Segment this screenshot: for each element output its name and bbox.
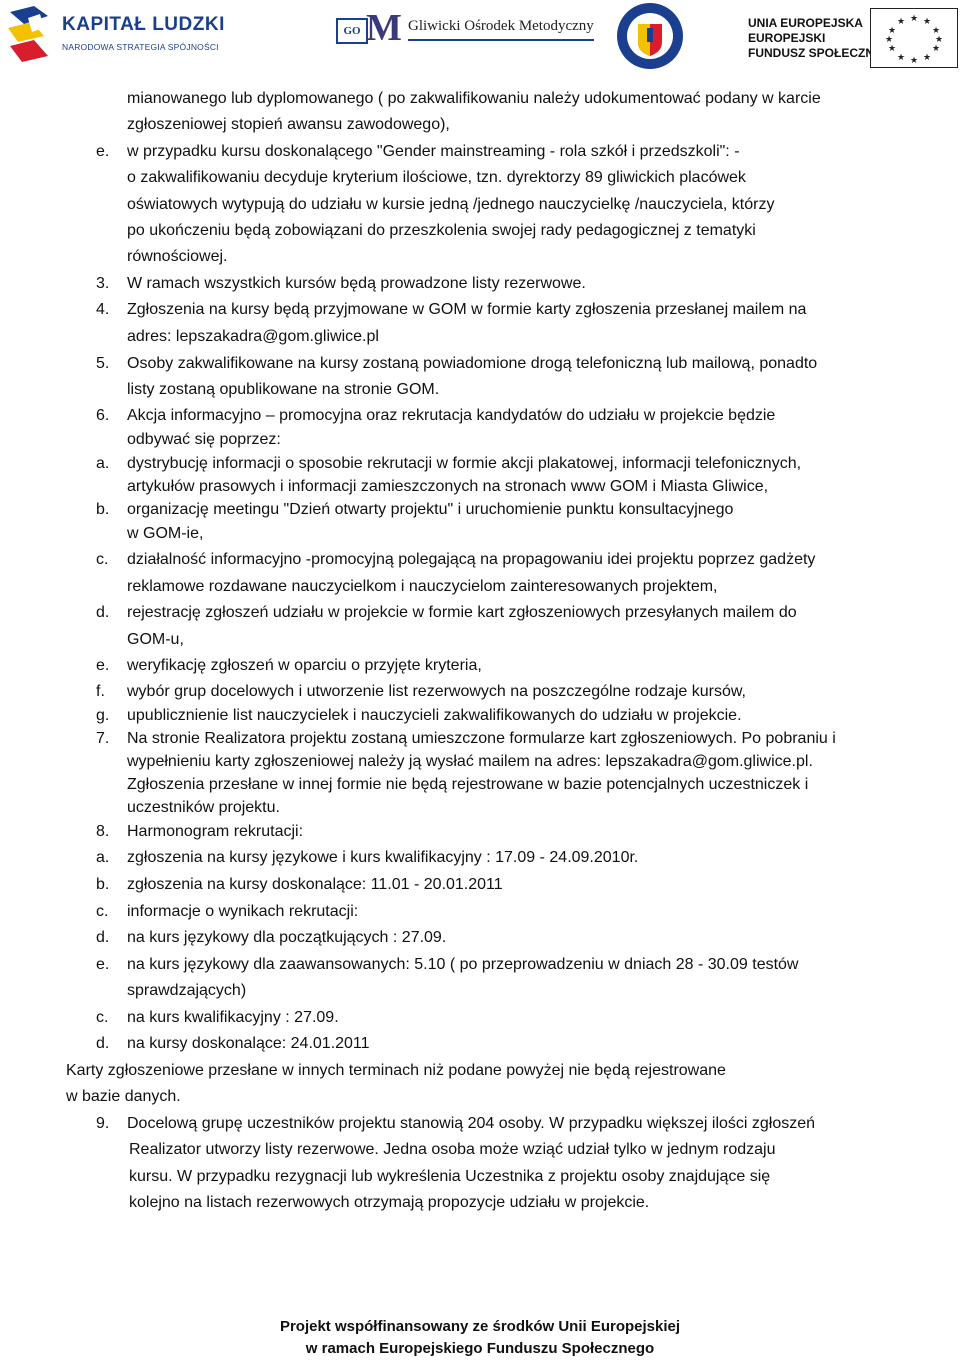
line-text: listy zostaną opublikowane na stronie GOM.	[127, 381, 440, 398]
line-text: odbywać się poprzez:	[127, 431, 281, 448]
line-text: GOM-u,	[127, 631, 184, 648]
svg-text:★: ★	[922, 52, 932, 62]
line-text: po ukończeniu będą zobowiązani do przeszkolenia swojej rady pedagogicznej z tematyki	[127, 222, 756, 239]
list-marker: b.	[96, 876, 110, 893]
list-marker: f.	[96, 683, 105, 700]
list-marker: c.	[96, 551, 109, 568]
list-marker: e.	[96, 657, 110, 674]
list-marker: 4.	[96, 301, 110, 318]
line-text: Zgłoszenia przesłane w innej formie nie będą rejestrowane w bazie potencjalnych uczestniczek i	[127, 776, 809, 793]
line-text: Osoby zakwalifikowane na kursy zostaną powiadomione drogą telefoniczną lub mailową, ponadto	[127, 355, 818, 372]
svg-text:★: ★	[887, 25, 897, 35]
svg-text:★: ★	[931, 43, 941, 53]
line-text: na kursy doskonalące: 24.01.2011	[127, 1035, 370, 1052]
line-text: mianowanego lub dyplomowanego ( po zakwalifikowaniu należy udokumentować podany w karcie	[127, 90, 821, 107]
svg-text:★: ★	[934, 34, 944, 44]
gom-logo-name: Gliwicki Ośrodek Metodyczny	[408, 18, 594, 41]
line-text: w przypadku kursu doskonalącego "Gender mainstreaming - rola szkół i przedszkoli": -	[127, 143, 740, 160]
line-text: informacje o wynikach rekrutacji:	[127, 903, 359, 920]
eu-logo-line3: FUNDUSZ SPOŁECZNY	[748, 46, 883, 60]
list-marker: 5.	[96, 355, 110, 372]
list-marker: a.	[96, 849, 110, 866]
line-text: działalność informacyjno -promocyjną polegającą na propagowaniu idei projektu poprzez gadżety	[127, 551, 816, 568]
eu-logo-line1: UNIA EUROPEJSKA	[748, 16, 863, 30]
footer-line2: w ramach Europejskiego Funduszu Społecznego	[305, 1340, 655, 1357]
list-marker: e.	[96, 956, 110, 973]
line-text: organizację meetingu "Dzień otwarty projektu" i uruchomienie punktu konsultacyjnego	[127, 501, 734, 518]
list-marker: e.	[96, 143, 110, 160]
list-marker: 9.	[96, 1115, 110, 1132]
list-marker: d.	[96, 1035, 110, 1052]
eu-logo-line2: EUROPEJSKI	[748, 31, 826, 45]
line-text: w bazie danych.	[66, 1088, 181, 1105]
list-marker: g.	[96, 707, 110, 724]
line-text: sprawdzających)	[127, 982, 247, 999]
svg-text:★: ★	[909, 55, 919, 65]
list-marker: 8.	[96, 823, 110, 840]
line-text: zgłoszenia na kursy doskonalące: 11.01 - 20.01.2011	[127, 876, 503, 893]
line-text: reklamowe rozdawane nauczycielkom i nauczycielom zainteresowanych projektem,	[127, 578, 718, 595]
gom-logo-box: GO	[336, 18, 368, 44]
line-text: na kurs kwalifikacyjny : 27.09.	[127, 1009, 339, 1026]
svg-text:★: ★	[896, 52, 906, 62]
svg-text:★: ★	[931, 25, 941, 35]
line-text: weryfikację zgłoszeń w oparciu o przyjęte kryteria,	[127, 657, 482, 674]
list-marker: a.	[96, 455, 110, 472]
kapital-ludzki-title: KAPITAŁ LUDZKI	[62, 14, 225, 35]
line-text: artykułów prasowych i informacji zamieszczonych na stronach www GOM i Miasta Gliwice,	[127, 478, 769, 495]
page-footer	[0, 1316, 960, 1360]
line-text: zgłoszeniowej stopień awansu zawodowego),	[127, 116, 450, 133]
list-marker: d.	[96, 929, 110, 946]
line-text: adres: lepszakadra@gom.gliwice.pl	[127, 328, 379, 345]
svg-text:★: ★	[887, 43, 897, 53]
line-text: Zgłoszenia na kursy będą przyjmowane w GOM w formie karty zgłoszenia przesłanej mailem na	[127, 301, 807, 318]
line-text: Docelową grupę uczestników projektu stanowią 204 osoby. W przypadku większej ilości zgłoszeń	[127, 1115, 816, 1132]
svg-text:★: ★	[909, 13, 919, 23]
kapital-ludzki-subtitle: NARODOWA STRATEGIA SPÓJNOŚCI	[62, 42, 219, 52]
line-text: równościowej.	[127, 248, 228, 265]
line-text: kursu. W przypadku rezygnacji lub wykreślenia Uczestnika z projektu osoby znajdujące się	[129, 1168, 771, 1185]
line-text: Akcja informacyjno – promocyjna oraz rekrutacja kandydatów do udziału w projekcie będzie	[127, 407, 776, 424]
line-text: wypełnieniu karty zgłoszeniowej należy ją wysłać mailem na adres: lepszakadra@gom.gliwice.pl.	[127, 753, 813, 770]
line-text: oświatowych wytypują do udziału w kursie jedną /jednego nauczycielkę /nauczyciela, którzy	[127, 196, 775, 213]
line-text: uczestników projektu.	[127, 799, 280, 816]
line-text: o zakwalifikowaniu decyduje kryterium ilościowe, tzn. dyrektorzy 89 gliwickich placówek	[127, 169, 746, 186]
line-text: rejestrację zgłoszeń udziału w projekcie w formie kart zgłoszeniowych przesyłanych mailem do	[127, 604, 797, 621]
footer-line1: Projekt współfinansowany ze środków Unii Europejskiej	[279, 1318, 681, 1335]
line-text: na kurs językowy dla początkujących : 27.09.	[127, 929, 447, 946]
line-text: Harmonogram rekrutacji:	[127, 823, 304, 840]
svg-text:★: ★	[922, 16, 932, 26]
line-text: w GOM-ie,	[127, 525, 204, 542]
list-marker: 3.	[96, 275, 110, 292]
line-text: Karty zgłoszeniowe przesłane w innych terminach niż podane powyżej nie będą rejestrowane	[66, 1062, 726, 1079]
list-marker: d.	[96, 604, 110, 621]
list-marker: c.	[96, 903, 109, 920]
svg-text:★: ★	[896, 16, 906, 26]
line-text: Na stronie Realizatora projektu zostaną umieszczone formularze kart zgłoszeniowych. Po pobraniu i	[127, 730, 836, 747]
line-text: Realizator utworzy listy rezerwowe. Jedna osoba może wziąć udział tylko w jednym rodzaju	[129, 1141, 776, 1158]
line-text: W ramach wszystkich kursów będą prowadzone listy rezerwowe.	[127, 275, 586, 292]
gom-logo-m: M	[366, 7, 402, 49]
list-marker: 7.	[96, 730, 110, 747]
line-text: na kurs językowy dla zaawansowanych: 5.10 ( po przeprowadzeniu w dniach 28 - 30.09 testów	[127, 956, 799, 973]
list-marker: c.	[96, 1009, 109, 1026]
line-text: zgłoszenia na kursy językowe i kurs kwalifikacyjny : 17.09 - 24.09.2010r.	[127, 849, 639, 866]
list-marker: 6.	[96, 407, 110, 424]
list-marker: b.	[96, 501, 110, 518]
line-text: wybór grup docelowych i utworzenie list rezerwowych na poszczególne rodzaje kursów,	[127, 683, 746, 700]
line-text: dystrybucję informacji o sposobie rekrutacji w formie akcji plakatowej, informacji telefonicznych,	[127, 455, 802, 472]
svg-text:★: ★	[884, 34, 894, 44]
line-text: upublicznienie list nauczycielek i nauczycieli zakwalifikowanych do udziału w projekcie.	[127, 707, 742, 724]
line-text: kolejno na listach rezerwowych otrzymają propozycje udziału w projekcie.	[129, 1194, 650, 1211]
